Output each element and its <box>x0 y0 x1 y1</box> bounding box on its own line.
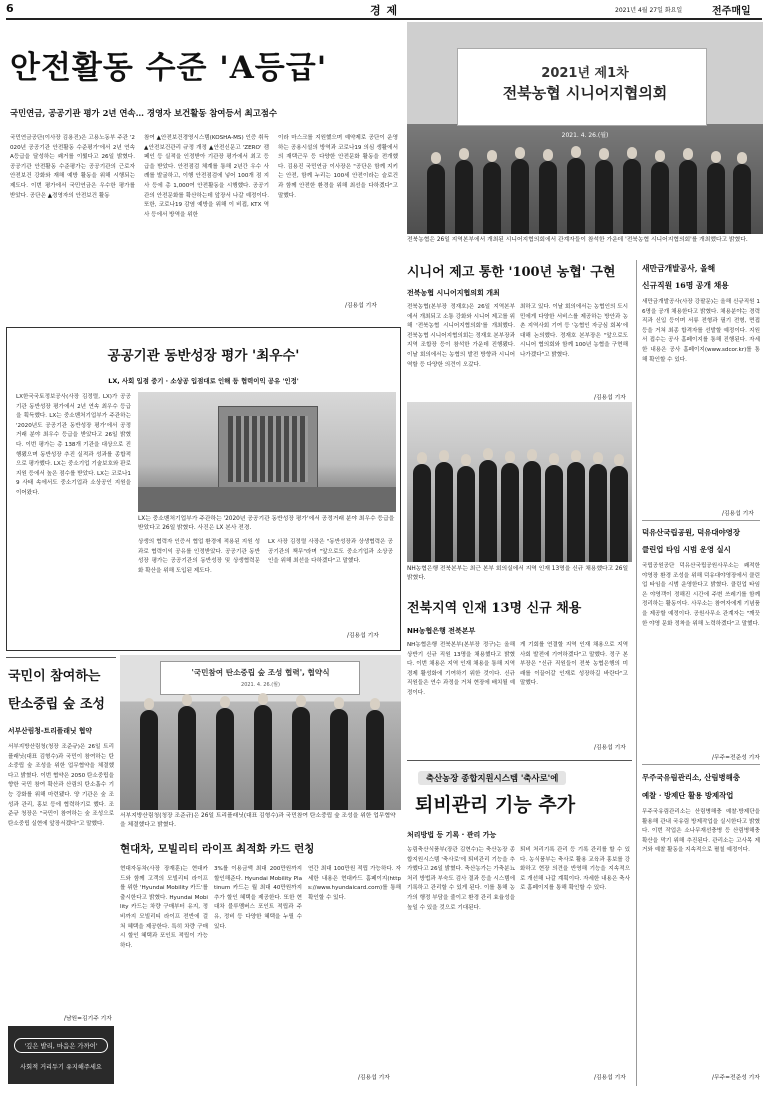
livestock-kicker: 축산농장 종합지원시스템 '축사로'에 <box>418 771 566 785</box>
senior-col-1: 전북농협(본부장 정재호)은 26일 지역본부에서 개최되고 소통 강화와 시니어 제고를 위해 '전북농협 시니어지협의회'를 개최했다. 전북농협 시니어지협의회는 정재호 본부장과 지역 조합장 등이 참석한 가운데 진행됐다. 이날 회의에서는 농협의 발전 방향과 시니어 역할 등 다양한 의견이 오갔다. <box>407 304 515 368</box>
forest-body: 서부지방산림청(청장 조준규)은 26일 트리플래닛(대표 김형수)과 국민이 참여하는 탄소중립 숲 조성을 위한 업무협약을 체결했다고 밝혔다. 이번 협약은 2050 탄소중립을 향한 국민 참여 확산과 산림의 탄소흡수 기능 강화를 위해 마련됐다. 양 기관은 숲 조성과 관리, 홍보 등에 협력하기로 했다. 조준규 청장은 "국민이 참여하는 숲 조성으로 탄소중립 실현에 앞장서겠다"고 말했다. <box>8 744 114 827</box>
hyundai-col-1: 현대자동차(사장 장재훈)는 현대카드와 함께 고객의 모빌리티 라이프를 위한 'Hyundai Mobility 카드'를 출시한다고 밝혔다. Hyundai Mobility 카드는 차량 구매부터 유지, 정비까지 모빌리티 라이프 전반에 걸쳐 혜택을 제공한다. 특히 차량 구매 시 할인 혜택과 포인트 적립이 가능하다. <box>120 866 208 949</box>
paper-name: 전주매일 <box>712 6 751 17</box>
livestock-headline: 퇴비관리 기능 추가 <box>415 794 576 816</box>
lead-col-3: 이라 마스크를 지원했으며 예약제로 공단이 운영하는 공용시설의 방역과 코로나19 의심 생활에서의 재택근무 등 다양한 안전문화 활동을 전개했다. 김용진 국민연금 이사장은 "공단은 함께 지키는 안전, 함께 누리는 100세 안전이라는 슬로건과 함께 안전한 환경을 위해 최선을 다하겠다"고 말했다. <box>278 135 398 199</box>
lead-byline: /김용섭 기자 <box>345 303 377 309</box>
deogyu-body: 국립공원공단 덕유산국립공원사무소는 쾌적한 야영장 환경 조성을 위해 덕유대야영장에서 클린업 타임을 시범 운영한다고 밝혔다. 클린업 타임은 야영객이 정해진 시간에 주변 쓰레기를 함께 정리하는 활동이다. 사무소는 참여자에게 기념품을 제공할 예정이다. 공원사무소 관계자는 "깨끗한 야영 문화 정착을 위해 노력하겠다"고 말했다. <box>642 563 760 627</box>
lx-subhead: LX, 사회 입점 중기 · 소상공 입점대로 인해 등 협력이익 공유 '인정' <box>108 377 299 385</box>
lead-headline: 안전활동 수준 'A등급' <box>10 50 328 86</box>
forest-byline: /남원=김기주 기자 <box>64 1016 112 1022</box>
campaign-box <box>8 1026 114 1084</box>
forest-headline: 국민이 참여하는 탄소중립 숲 조성 <box>8 669 105 712</box>
recruit-byline: /김용섭 기자 <box>594 745 626 751</box>
sdc-headline: 새만금개발공사, 올해 <box>642 264 716 273</box>
page-number: 6 <box>6 2 14 15</box>
lx-col-1: LX한국국토정보공사(사장 김정렬, LX)가 공공기관 동반성장 평가에서 2년 연속 최우수 등급을 획득했다. LX는 중소벤처기업부가 주관하는 '2020년도 공공기관 동반성장 평가'에서 공정거래 분야 최우수 등급을 받았다고 26일 밝혔다. 이번 평가는 총 138개 기관을 대상으로 진행됐으며 동반성장 추진 실적과 성과를 종합적으로 평가했다. LX는 중소기업 기술보호와 판로 지원 등에서 높은 점수를 받았다. LX는 코로나19 사태 속에서도 중소기업과 소상공인 지원을 이어왔다. <box>16 394 131 496</box>
hyundai-col-3: 연간 최대 100만원 적립 가능하다. 자세한 내용은 현대카드 홈페이지(https://www.hyundaicard.com)를 통해 확인할 수 있다. <box>308 866 401 901</box>
senior-col-2: 최하고 있다. 이날 회의에서는 농협인의 도시민에게 다양한 서비스를 제공하는 방안과 농촌 지역사회 기여 등 '농협인 자긍심 회복'에 대해 논의했다. 정재호 본부장은 "앞으로도 시니어 협의회와 함께 100년 농협을 구현해 나가겠다"고 밝혔다. <box>520 304 628 358</box>
lead-subhead: 국민연금, 공공기관 평가 2년 연속… 경영자 보건활동 참여등서 최고점수 <box>10 108 277 118</box>
campaign-line-1: '깊은 밭리, 마음은 가까이' <box>14 1038 108 1053</box>
right-divider-2 <box>642 764 760 765</box>
lx-col-3: LX 사장 김정렬 사장은 "동반성장과 상생협력은 공공기관의 책무"라며 "앞으로도 중소기업과 소상공인을 위해 최선을 다하겠다"고 말했다. <box>268 539 393 565</box>
deogyu-subhead: 클린업 타임 시범 운영 실시 <box>642 545 731 554</box>
senior-byline: /김용섭 기자 <box>594 395 626 401</box>
banner-line-1: 2021년 제1차 <box>541 66 629 81</box>
forest-photo-caption: 서부지방산림청(청장 조준규)은 26일 트리플래닛(대표 김형수)과 국민참여 탄소중립 숲 조성을 위한 업무협약을 체결했다고 밝혔다. <box>120 813 396 828</box>
lx-col-2: 상생의 협력자 인증서 협업 환경에 적용된 지원 성과로 협력이익 공유를 인정받았다. 공공기관 동반성장 평가는 공공기관의 동반성장 및 상생협력문화 확산을 위해 도입된 제도다. <box>138 539 260 574</box>
masthead <box>0 0 768 19</box>
livestock-byline: /김용섭 기자 <box>594 1075 626 1081</box>
forest-banner-text: '국민참여 탄소중립 숲 조성 협력', 협약식 <box>191 668 330 677</box>
forest-subhead: 서부산림청-트리플래닛 협약 <box>8 727 92 735</box>
livestock-col-1: 농림축산식품부(장관 김현수)는 축산농장 종합지원시스템 '축사로'에 퇴비관리 기능을 추가했다고 26일 밝혔다. 축산농가는 가축분뇨 처리 방법과 부숙도 검사 결과 등을 시스템에 기록하고 관리할 수 있게 된다. 이를 통해 농가의 행정 부담을 줄이고 환경 관리 효율성을 높일 수 있을 것으로 기대된다. <box>407 847 515 911</box>
lx-photo-caption: LX는 중소벤처기업부가 주관하는 '2020년 공공기관 동반성장 평가'에서 공정거래 분야 최우수 등급을 받았다고 26일 밝혔다. 사진은 LX 본사 전경. <box>138 516 395 531</box>
muju-byline: /무주=전준성 기자 <box>712 1075 760 1081</box>
muju-body: 무주국유림관리소는 산림병해충 예찰·방제단을 활용해 관내 국유림 방제작업을 실시한다고 밝혔다. 이번 작업은 소나무재선충병 등 산림병해충 확산을 막기 위해 추진된다. 관리소는 고사목 제거와 예찰 활동을 지속적으로 펼칠 예정이다. <box>642 809 760 854</box>
muju-subhead: 예찰 · 방제단 활용 방제작업 <box>642 791 734 800</box>
recruits-photo <box>407 402 632 562</box>
lx-headline: 공공기관 동반성장 평가 '최우수' <box>107 348 300 364</box>
sdc-byline: /김용섭 기자 <box>722 511 754 517</box>
recruits-people <box>407 402 632 562</box>
right-divider-1 <box>642 520 760 521</box>
masthead-rule <box>6 18 762 20</box>
forest-banner-date: 2021. 4. 26.(월) <box>241 682 280 688</box>
lead-col-2: 참여 ▲안전보건경영시스템(KOSHA-MS) 인증 취득 ▲안전보건관리 규정 개정 ▲안전신문고 'ZERO' 캠페인 등 실적을 인정받아 기관장 평가에서 최고 등급을 받았다. 안전점검 체계를 통해 2년간 우수 사례를 발굴하고, 이행 안전점검에 넣어 100개 점 지사 등에 총 1,000여 안전활동을 시행했다. 공공기관의 안전문화를 확산하는데 앞장서 나갈 예정이다. 또한, 코로나19 감염 예방을 위해 이 비접, KTX 역사 등에서 방역을 위한 <box>144 135 269 218</box>
lx-box <box>6 327 401 651</box>
muju-headline: 무주국유림관리소, 산림병해충 <box>642 773 740 782</box>
livestock-col-2: 퇴비 처리기록 관리 등 기록 관리를 할 수 있다. 농식품부는 축사로 활용 교육과 홍보를 강화하고 현장 의견을 반영해 기능을 지속적으로 개선해 나갈 계획이다. 자세한 내용은 축사로 홈페이지를 통해 확인할 수 있다. <box>520 847 630 892</box>
forest-people <box>120 655 401 810</box>
issue-date: 2021년 4월 27일 화요일 <box>615 7 683 14</box>
hyundai-byline: /김용섭 기자 <box>358 1075 390 1081</box>
right-column-rule <box>636 260 637 1086</box>
lx-building-photo <box>138 392 396 512</box>
deogyu-headline: 덕유산국립공원, 덕유대야영장 <box>642 528 740 537</box>
senior-subhead: 전북농협 시니어지협의회 개최 <box>407 289 500 297</box>
lead-col-1: 국민연금공단(이사장 김용진)은 고용노동부 주관 '2020년 공공기관 안전활동 수준평가'에서 2년 연속 A등급을 달성하는 쾌거를 이뤘다고 26일 밝혔다. 공공기관 안전활동 수준평가는 공공기관의 근로자 안전보건 강화와 재해 예방 활동을 위해 시행되는 제도다. 이번 평가에서 국민연금은 우수한 평가를 받았다. 공단은 ▲경영자의 안전보건 활동 <box>10 135 135 199</box>
senior-headline: 시니어 제고 통한 '100년 농협' 구현 <box>407 265 616 280</box>
recruits-photo-caption: NH농협은행 전북본부는 최근 본부 회의실에서 지역 인재 13명을 신규 채용했다고 26일 밝혔다. <box>407 566 629 581</box>
campaign-line-2: 사회적 거리두기 유지해주세요 <box>20 1064 102 1071</box>
section-label: 경 제 <box>370 4 399 17</box>
senior-group-people <box>407 22 763 234</box>
recruit-subhead: NH농협은행 전북본부 <box>407 627 476 635</box>
senior-photo-caption: 전북농협은 26일 지역본부에서 개최된 시니어지협의회에서 관계자들이 참석한 가운데 '전북농협 시니어지협의회'를 개최했다고 밝혔다. <box>407 237 748 243</box>
deogyu-byline: /무주=전준성 기자 <box>712 755 760 761</box>
hyundai-headline: 현대차, 모빌리티 라이프 최적화 카드 런칭 <box>120 843 315 855</box>
forest-top-rule <box>6 657 116 658</box>
recruit-col-1: NH농협은행 전북본부(본부장 정구)는 올해 상반기 신규 직원 13명을 채용했다고 밝혔다. 이번 채용은 지역 인재 채용을 통해 지역 경제 활성화에 기여하기 위한 것이다. 신규 직원들은 연수 과정을 거쳐 현장에 배치될 예정이다. <box>407 642 515 696</box>
senior-council-photo <box>407 22 763 234</box>
sdc-subhead: 신규직원 16명 공개 채용 <box>642 281 729 290</box>
sdc-body: 새만금개발공사(사장 강팔문)는 올해 신규직원 16명을 공개 채용한다고 밝혔다. 채용분야는 경력직과 신입 등이며 서류 전형과 필기 전형, 면접 등을 거쳐 최종 합격자를 선발할 예정이다. 지원서 접수는 공사 홈페이지를 통해 진행된다. 자세한 내용은 공사 홈페이지(www.sdcor.kr)를 통해 확인할 수 있다. <box>642 299 760 363</box>
hyundai-col-2: 3%를 이용금액 최대 200만원까지 할인해준다. Hyundai Mobility Platinum 카드는 월 최대 40만원까지 추가 할인 혜택을 제공한다. 또한 현대차 블루멤버스 포인트 적립과 주유, 정비 등 다양한 혜택을 누릴 수 있다. <box>214 866 302 930</box>
lx-byline: /김용섭 기자 <box>347 633 379 639</box>
recruit-col-2: 게 기회를 연결할 지역 인재 채용으로 지역 사회 발전에 기여하겠다"고 말했다. 정구 본부장은 "신규 직원들이 전북 농협은행의 미래를 이끌어갈 인재로 성장하길 바란다"고 말했다. <box>520 642 628 687</box>
banner-line-2: 전북농협 시니어지협의회 <box>502 84 668 102</box>
recruit-headline: 전북지역 인재 13명 신규 채용 <box>407 601 582 616</box>
forest-agreement-photo <box>120 655 401 810</box>
livestock-subhead: 처리방법 등 기록 · 관리 가능 <box>407 831 497 839</box>
livestock-top-rule <box>407 760 632 761</box>
banner-date: 2021. 4. 26.(월) <box>561 132 609 139</box>
